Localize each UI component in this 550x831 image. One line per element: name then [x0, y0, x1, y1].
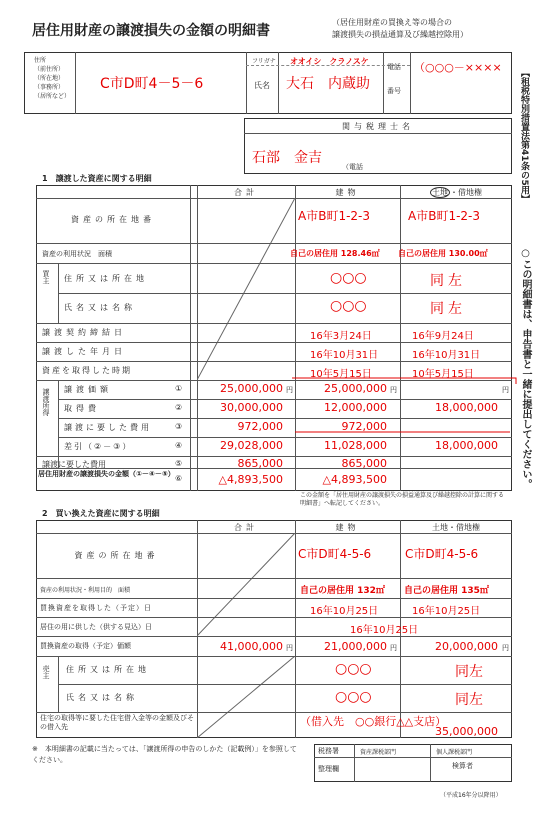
office-box — [314, 744, 512, 782]
address-labels: 住所 （前住所） （所在地） （事務所） （居所など） — [34, 57, 71, 100]
s1-land-usage[interactable]: 自己の居住用 130.00㎡ — [398, 249, 488, 258]
s1-num-1: ① — [175, 384, 183, 393]
s1-row-location-label: 資産の所在地番 — [71, 215, 155, 224]
s1-diff-building[interactable]: 11,028,000 — [324, 439, 387, 452]
s2-row-seller-name-label: 氏名又は名称 — [66, 693, 138, 702]
s1-price-total[interactable]: 25,000,000 — [220, 382, 283, 395]
s2-building-usage[interactable]: 自己の居住用 132㎡ — [300, 586, 385, 596]
office-row-2: 整理欄 — [318, 765, 339, 773]
s2-seller-address-building[interactable]: ○○○ — [335, 661, 372, 677]
checker-label: 検算者 — [452, 762, 473, 770]
s1-buyer-name-building[interactable]: ○○○ — [330, 298, 367, 314]
s2-building-location[interactable]: C市D町4-5-6 — [298, 547, 372, 561]
name-value[interactable]: 大石 内蔵助 — [286, 76, 370, 92]
s1-expense-total[interactable]: 972,000 — [237, 420, 283, 433]
s2-acquire-land[interactable]: 16年10月25日 — [412, 606, 481, 617]
s1-diff-land[interactable]: 18,000,000 — [435, 439, 498, 452]
section1-title: 1 譲渡した資産に関する明細 — [42, 174, 152, 183]
s2-total-diagonal-lower — [197, 656, 295, 738]
s2-col-land: 土地・借地権 — [432, 523, 480, 532]
phone-label: 電話 — [387, 63, 401, 71]
s2-row-seller-address-label: 住所又は所在地 — [66, 665, 150, 674]
s1-expense2-total[interactable]: 865,000 — [237, 457, 283, 470]
s1-row-acquired-label: 資産を取得した時期 — [42, 366, 132, 375]
s2-seller-address-land[interactable]: 同左 — [455, 664, 483, 680]
s1-group-sale: 譲渡所得 — [42, 388, 50, 416]
s1-buyer-name-land[interactable]: 同左 — [430, 301, 466, 317]
s1-col-land: 土地 ・借地権 — [432, 188, 482, 197]
s1-building-location[interactable]: A市B町1-2-3 — [298, 209, 371, 223]
s2-price-total[interactable]: 41,000,000 — [220, 640, 283, 653]
office-col-1: 資産課税部門 — [360, 749, 397, 756]
form-id: （平成16年分以降用） — [440, 792, 502, 799]
s2-price-land[interactable]: 20,000,000 — [435, 640, 498, 653]
section2-title: 2 買い換えた資産に関する明細 — [42, 509, 160, 518]
s1-cost-total[interactable]: 30,000,000 — [220, 401, 283, 414]
address-value[interactable]: C市D町4－5－6 — [100, 76, 204, 92]
s1-row-loss-label: 居住用財産の譲渡損失の金額（①－④－⑤） — [38, 470, 175, 478]
s1-group-buyer: 買主 — [42, 270, 50, 284]
s1-price-building[interactable]: 25,000,000 — [324, 382, 387, 395]
form-title: 居住用財産の譲渡損失の金額の明細書 — [32, 23, 270, 39]
s1-red-separators — [295, 420, 515, 460]
s2-row-reside-date-label: 居住の用に供した（供する見込）日 — [40, 623, 152, 631]
s1-acquired-land[interactable]: 10年5月15日 — [412, 369, 474, 380]
s1-row-expense2-label: 譲渡に要した費用 — [42, 460, 106, 469]
s1-row-contract-label: 譲渡契約締結日 — [42, 328, 126, 337]
s2-loan-amount[interactable]: 35,000,000 — [435, 725, 498, 738]
s1-num-6: ⑥ — [175, 474, 183, 483]
s1-contract-land[interactable]: 16年9月24日 — [412, 331, 474, 342]
s2-price-building[interactable]: 21,000,000 — [324, 640, 387, 653]
s1-acquired-building[interactable]: 10年5月15日 — [310, 369, 372, 380]
s1-col-total: 合計 — [234, 188, 258, 197]
s1-expense-building[interactable]: 972,000 — [341, 420, 387, 433]
office-col-2: 個人課税部門 — [436, 749, 473, 756]
s1-cost-land[interactable]: 18,000,000 — [435, 401, 498, 414]
s1-loss-building[interactable]: △4,893,500 — [322, 473, 387, 486]
furigana-label: フリガナ — [252, 58, 276, 65]
s1-row-usage-label: 資産の利用状況 面積 — [42, 250, 112, 258]
side-note-submit: ○この明細書は、申告書と一緒に提出してください。 — [520, 248, 531, 489]
s1-land-location[interactable]: A市B町1-2-3 — [408, 209, 481, 223]
s1-num-3: ③ — [175, 422, 183, 431]
s1-unit: 円 — [286, 386, 293, 394]
s1-footnote: この金額を「居住用財産の譲渡損失の損益通算及び繰越控除の計算に関する明細書」へ転記してください。 — [300, 492, 505, 507]
s2-loan-lender[interactable]: （借入先 ○○銀行△△支店） — [300, 715, 447, 728]
s2-row-loan-label: 住宅の取得等に要した住宅借入金等の金額及びその借入先 — [40, 714, 194, 731]
s1-cost-building[interactable]: 12,000,000 — [324, 401, 387, 414]
phone-sub-label: 番号 — [387, 87, 401, 95]
s1-expense2-building[interactable]: 865,000 — [341, 457, 387, 470]
s1-total-diagonal — [197, 198, 295, 380]
s2-acquire-building[interactable]: 16年10月25日 — [310, 606, 379, 617]
s2-land-location[interactable]: C市D町4-5-6 — [405, 547, 479, 561]
phone-value[interactable]: （○○○－×××× — [414, 61, 502, 74]
s1-num-4: ④ — [175, 441, 183, 450]
s1-contract-building[interactable]: 16年3月24日 — [310, 331, 372, 342]
s1-loss-total[interactable]: △4,893,500 — [218, 473, 283, 486]
s1-diff-total[interactable]: 29,028,000 — [220, 439, 283, 452]
s2-seller-name-building[interactable]: ○○○ — [335, 689, 372, 705]
s2-group-seller: 売主 — [42, 665, 50, 679]
form-title-note-1: （居住用財産の買換え等の場合の — [332, 18, 452, 27]
tax-accountant-phone: （電話 — [342, 163, 363, 171]
office-label: 税務署 — [318, 747, 339, 755]
s1-transfer-land[interactable]: 16年10月31日 — [412, 350, 481, 361]
s2-row-price-label: 買換資産の取得（予定）価額 — [40, 642, 131, 650]
tax-accountant-name[interactable]: 石部 金吉 — [252, 150, 322, 166]
s2-col-total: 合計 — [234, 523, 258, 532]
s2-row-location-label: 資産の所在地番 — [74, 551, 159, 560]
form-title-note-2: 譲渡損失の損益通算及び繰越控除用） — [332, 30, 468, 39]
s2-reside-date[interactable]: 16年10月25日 — [350, 625, 419, 636]
s1-transfer-building[interactable]: 16年10月31日 — [310, 350, 379, 361]
s1-row-buyer-name-label: 氏名又は名称 — [64, 303, 136, 312]
s2-seller-name-land[interactable]: 同左 — [455, 692, 483, 708]
s2-total-diagonal — [197, 533, 295, 636]
s2-land-usage[interactable]: 自己の居住用 135㎡ — [404, 586, 489, 596]
s1-num-5: ⑤ — [175, 459, 183, 468]
name-label: 氏名 — [254, 81, 270, 90]
s1-row-expense-label: 譲渡に要した費用 — [64, 423, 152, 432]
s1-building-usage[interactable]: 自己の居住用 128.46㎡ — [290, 249, 380, 258]
s1-num-2: ② — [175, 403, 183, 412]
s1-buyer-address-building[interactable]: ○○○ — [330, 270, 367, 286]
s2-row-usage-label: 資産の利用状況・利用目的 面積 — [40, 587, 131, 594]
s1-row-cost-label: 取得費 — [64, 404, 100, 413]
s1-col-building: 建物 — [335, 188, 360, 197]
s1-row-transfer-date-label: 譲渡した年月日 — [42, 347, 126, 356]
s1-buyer-address-land[interactable]: 同左 — [430, 273, 466, 289]
side-note-law: 【租税特別措置法第41条の5用】 — [519, 68, 529, 204]
furigana-value[interactable]: オオイシ クラノスケ — [290, 57, 369, 66]
tax-accountant-header: 関与税理士名 — [342, 122, 414, 131]
s2-row-acquire-date-label: 買換資産を取得した（予定）日 — [40, 604, 152, 612]
footer-note: ※ 本明細書の記載に当たっては、「譲渡所得の申告のしかた（記載例）」を参照してください。 — [32, 745, 297, 764]
s2-col-building: 建物 — [335, 523, 360, 532]
s1-row-price-label: 譲渡価額 — [64, 385, 112, 394]
s1-row-buyer-address-label: 住所又は所在地 — [64, 274, 148, 283]
s1-row-diff-label: 差引（②－③） — [64, 442, 133, 451]
